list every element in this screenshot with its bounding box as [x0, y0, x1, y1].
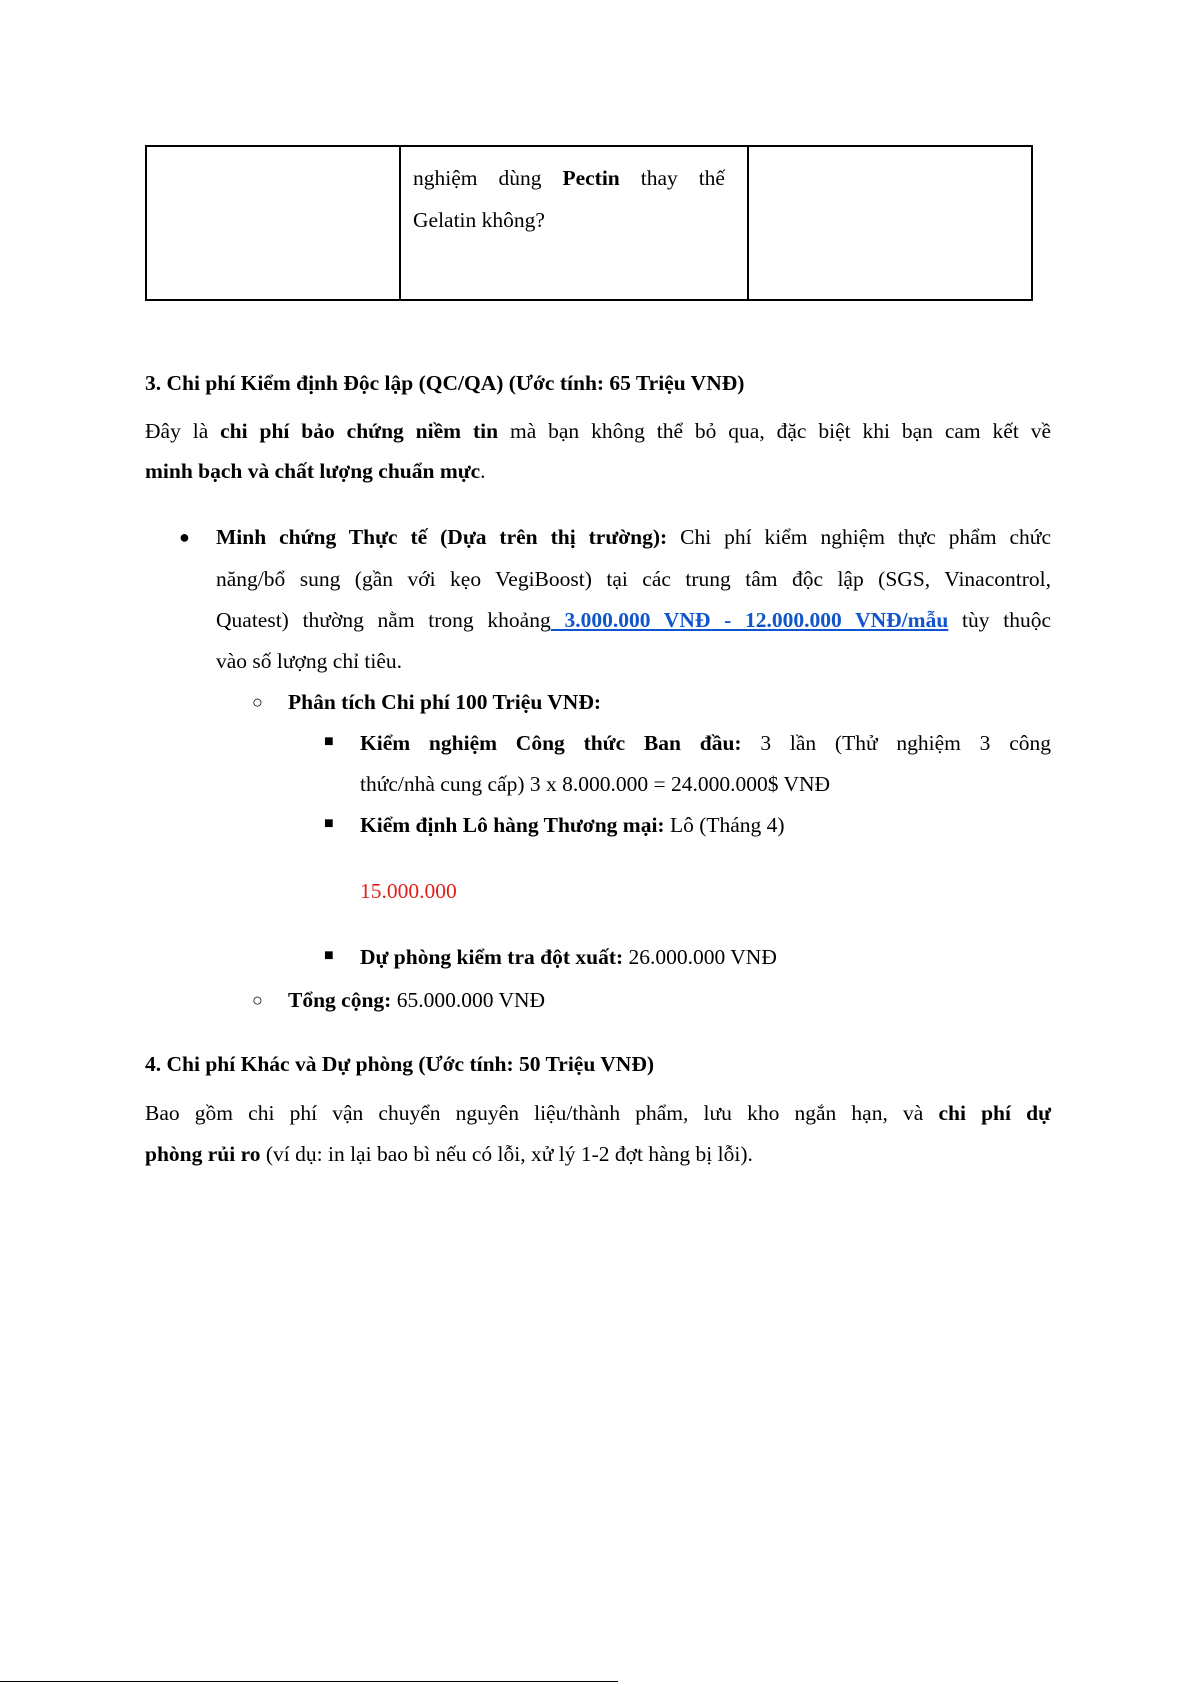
- total-line: Tổng cộng: 65.000.000 VNĐ: [288, 988, 546, 1012]
- section-3-heading: 3. Chi phí Kiểm định Độc lập (QC/QA) (Ước tính: 65 Triệu VNĐ): [145, 371, 745, 395]
- bullet-square-icon: ■: [324, 815, 334, 832]
- section-4-line: phòng rủi ro (ví dụ: in lại bao bì nếu có lỗi, xử lý 1-2 đợt hàng bị lỗi).: [145, 1142, 753, 1166]
- bullet-line: vào số lượng chỉ tiêu.: [216, 649, 403, 673]
- table-column-divider: [399, 147, 401, 299]
- sub-item-line: Kiểm nghiệm Công thức Ban đầu: 3 lần (Thử nghiệm 3 công: [360, 731, 1051, 755]
- bullet-square-icon: ■: [324, 733, 334, 750]
- sub-heading: Phân tích Chi phí 100 Triệu VNĐ:: [288, 690, 601, 714]
- section-4-line: Bao gồm chi phí vận chuyển nguyên liệu/thành phẩm, lưu kho ngắn hạn, và chi phí dự: [145, 1101, 1051, 1125]
- table-column-divider: [747, 147, 749, 299]
- sub-item-line: Dự phòng kiểm tra đột xuất: 26.000.000 VNĐ: [360, 945, 777, 969]
- bullet-line: Quatest) thường nằm trong khoảng 3.000.000 VNĐ - 12.000.000 VNĐ/mẫu tùy thuộc: [216, 608, 1051, 632]
- sub-item-line: thức/nhà cung cấp) 3 x 8.000.000 = 24.000.000$ VNĐ: [360, 772, 831, 796]
- section-4-heading: 4. Chi phí Khác và Dự phòng (Ước tính: 50 Triệu VNĐ): [145, 1052, 655, 1076]
- sub-item-line: Kiểm định Lô hàng Thương mại: Lô (Tháng 4): [360, 813, 785, 837]
- section-3-intro-line: minh bạch và chất lượng chuẩn mực.: [145, 459, 486, 483]
- bullet-line: năng/bổ sung (gần với kẹo VegiBoost) tại các trung tâm độc lập (SGS, Vinacontrol,: [216, 567, 1051, 591]
- red-value: 15.000.000: [360, 879, 457, 903]
- bottom-rule: [0, 1681, 600, 1682]
- table-cell-line: Gelatin không?: [413, 208, 545, 232]
- bullet-line: Minh chứng Thực tế (Dựa trên thị trường): Chi phí kiểm nghiệm thực phẩm chức: [216, 525, 1051, 549]
- bullet-circle-icon: ○: [252, 692, 263, 712]
- bullet-disc-icon: ●: [179, 527, 190, 547]
- price-range-link[interactable]: 3.000.000 VNĐ - 12.000.000 VNĐ/mẫu: [550, 608, 949, 632]
- bottom-rule: [598, 1681, 618, 1682]
- bullet-square-icon: ■: [324, 947, 334, 964]
- bullet-circle-icon: ○: [252, 990, 263, 1010]
- table-cell-line: nghiệm dùng Pectin thay thế: [413, 166, 725, 190]
- section-3-intro-line: Đây là chi phí bảo chứng niềm tin mà bạn không thể bỏ qua, đặc biệt khi bạn cam kết về: [145, 419, 1051, 443]
